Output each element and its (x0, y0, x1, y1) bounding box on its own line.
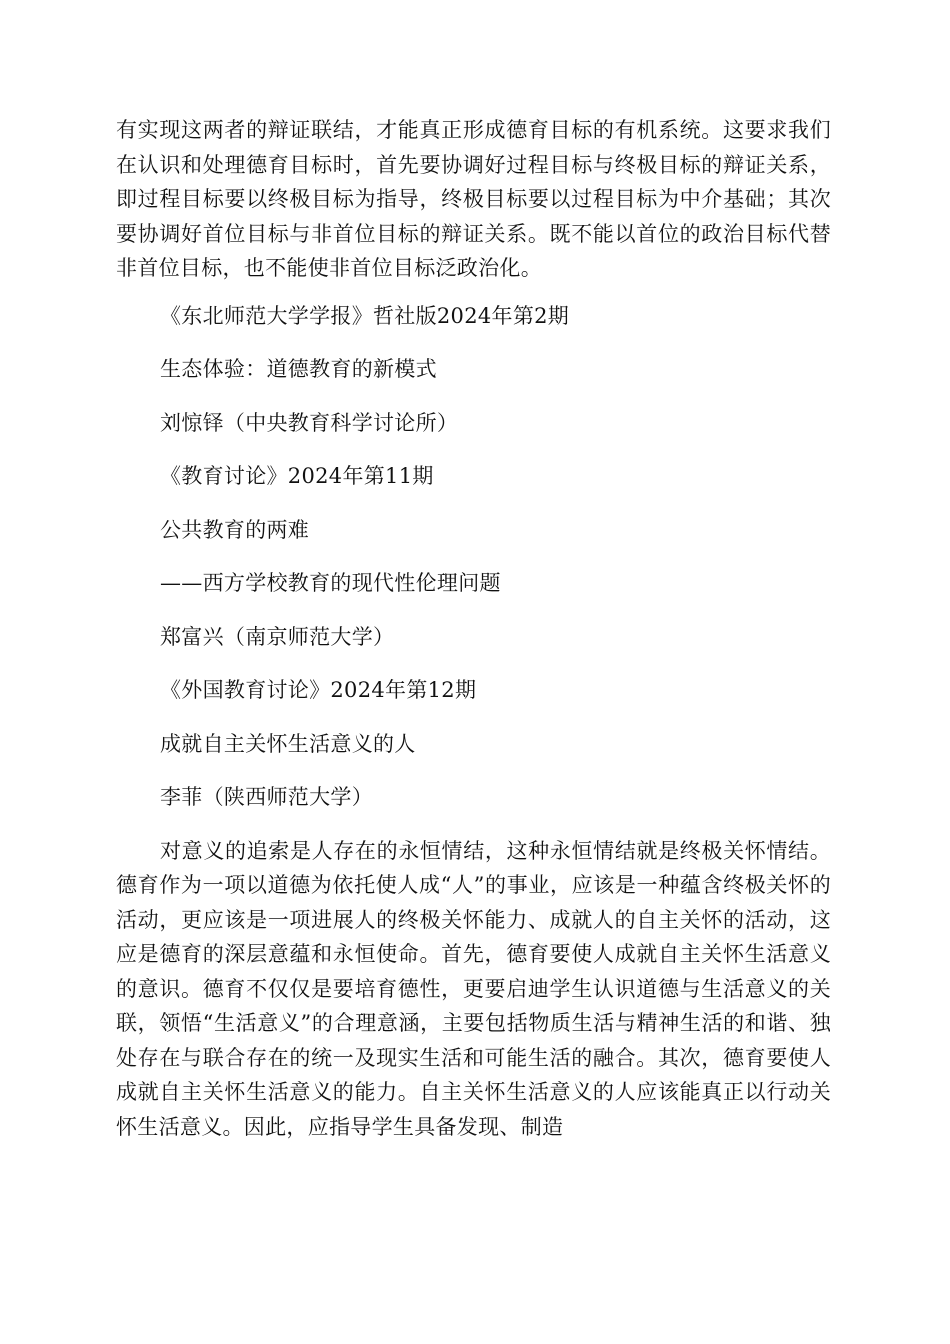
journal-citation-3: 《外国教育讨论》2024年第12期 (160, 678, 477, 702)
journal-citation-1: 《东北师范大学学报》哲社版2024年第2期 (160, 303, 570, 328)
paragraph-abstract: 对意义的追索是人存在的永恒情结，这种永恒情结就是终极关怀情结。德育作为一项以道德为依托使人成“人”的事业，应该是一种蕴含终极关怀的活动，更应该是一项进展人的终极关怀能力、成就人的自主关怀的活动，这应是德育的深层意蕴和永恒使命。首先，德育要使人成就自主关怀生活意义的意识。德育不仅仅是要培育德性，更要启迪学生认识道德与生活意义的关联，领悟“生活意义”的合理意涵，主要包括物质生活与精神生活的和谐、独处存在与联合存在的统一及现实生活和可能生活的融合。其次，德育要使人成就自主关怀生活意义的能力。自主关怀生活意义的人应该能真正以行动关怀生活意义。因此，应指导学生具备发现、制造 (116, 838, 831, 1139)
article-title-2: 公共教育的两难 (160, 517, 310, 542)
article-author-2: 郑富兴（南京师范大学） (160, 624, 395, 649)
paragraph-continued: 有实现这两者的辩证联结，才能真正形成德育目标的有机系统。这要求我们在认识和处理德育目标时，首先要协调好过程目标与终极目标的辩证关系，即过程目标要以终极目标为指导，终极目标要以过程目标为中介基础；其次要协调好首位目标与非首位目标的辩证关系。既不能以首位的政治目标代替非首位目标，也不能使非首位目标泛政治化。 (116, 118, 831, 280)
article-title-3: 成就自主关怀生活意义的人 (160, 731, 416, 756)
article-author-3: 李菲（陕西师范大学） (160, 785, 373, 809)
journal-citation-2: 《教育讨论》2024年第11期 (160, 464, 434, 488)
article-subtitle-2: ——西方学校教育的现代性伦理问题 (160, 571, 501, 595)
document-body (116, 113, 831, 1144)
article-author-1: 刘惊铎（中央教育科学讨论所） (160, 410, 459, 435)
article-title-1: 生态体验：道德教育的新模式 (160, 357, 437, 381)
